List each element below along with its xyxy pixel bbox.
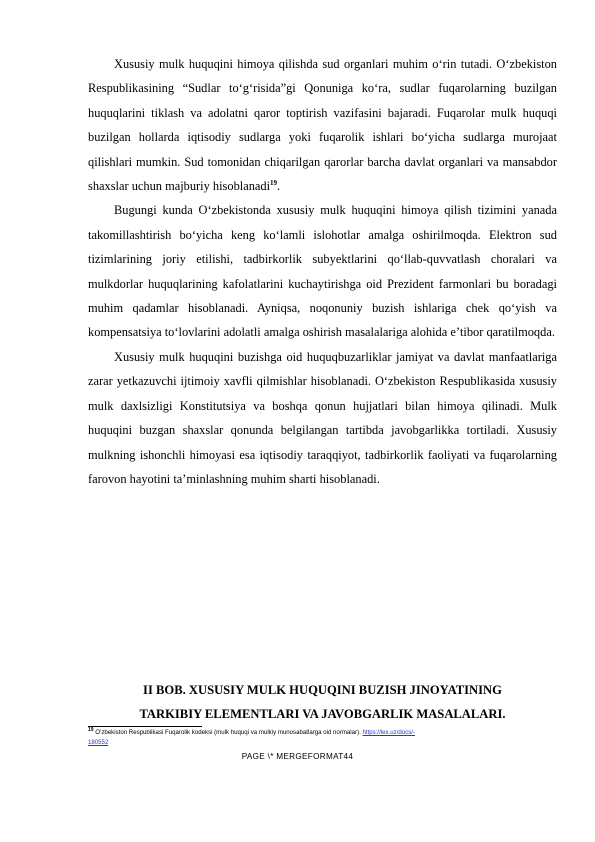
footnote-separator [88,726,202,727]
chapter-heading [88,678,557,727]
footnote-text: Oʻzbekiston Respublikasi Fuqarolik kodeksi (mulk huquqi va mulkiy munosabatlarga oid normalar). [95,729,361,736]
footnote [88,728,557,747]
body-text [88,52,557,491]
paragraph-1: Xususiy mulk huquqini himoya qilishda sud organlari muhim oʻrin tutadi. Oʻzbekiston Respublikasining “Sudlar toʻgʻrisida”gi Qonuniga koʻra, sudlar fuqarolarning buzilgan huquqlarini tiklash va adolatni qaror toptirish vazifasini bajaradi. Fuqarolar mulk huquqi buzilgan hollarda iqtisodiy sudlarga yoki fuqarolik ishlari boʻyicha sudlarga murojaat qilishlari mumkin. Sud tomonidan chiqarilgan qarorlar barcha davlat organlari va mansabdor shaxslar uchun majburiy hisoblanadi$^{19}$. [88,57,557,194]
footnote-number: 19 [88,727,94,733]
paragraph-2: Bugungi kunda Oʻzbekistonda xususiy mulk huquqini himoya qilish tizimini yanada takomillashtirish boʻyicha keng koʻlamli islohotlar amalga oshirilmoqda. Elektron sud tizimlarining joriy etilishi, tadbirkorlik subyektlarini qoʻllab-quvvatlash choralari va mulkdorlar huquqlarining kafolatlarini kuchaytirishga oid Prezident farmonlari bu boradagi muhim qadamlar hisoblanadi. Ayniqsa, noqonuniy buzish ishlariga chek qoʻyish va kompensatsiya toʻlovlarini adolatli amalga oshirish masalalariga alohida eʼtibor qaratilmoqda. [88,203,557,340]
paragraph-3: Xususiy mulk huquqini buzishga oid huquqbuzarliklar jamiyat va davlat manfaatlariga zarar yetkazuvchi ijtimoiy xavfli qilmishlar hisoblanadi. Oʻzbekiston Respublikasida xususiy mulk daxlsizligi Konstitutsiya va boshqa qonun hujjatlari bilan himoya qilinadi. Mulk huquqini buzgan shaxslar qonunda belgilangan tartibda javobgarlikka tortiladi. Xususiy mulkning ishonchli himoyasi esa iqtisodiy taraqqiyot, tadbirkorlik faoliyati va fuqarolarning farovon hayotini taʼminlashning muhim sharti hisoblanadi. [88,349,557,486]
footnote-reference[interactable]: 19 [270,179,278,188]
chapter-heading-line-2: TARKIBIY ELEMENTLARI VA JAVOBGARLIK MASALALARI. [139,707,506,722]
paragraph-1-text: Xususiy mulk huquqini himoya qilishda sud organlari muhim oʻrin tutadi. Oʻzbekiston Respublikasining “Sudlar toʻgʻrisida”gi Qonuniga koʻra, sudlar fuqarolarning buzilgan huquqlarini tiklash va adolatni qaror toptirish vazifasini bajaradi. Fuqarolar mulk huquqi buzilgan hollarda iqtisodiy sudlarga yoki fuqarolik ishlari boʻyicha sudlarga murojaat qilishlari mumkin. Sud tomonidan chiqarilgan qarorlar barcha davlat organlari va mansabdor shaxslar uchun majburiy hisoblanadi [88,57,557,194]
chapter-heading-line-1: II BOB. XUSUSIY MULK HUQUQINI BUZISH JINOYATINING [143,683,502,697]
page-number-field: PAGE \* MERGEFORMAT44 [241,752,354,761]
footnote-link-part-1[interactable]: https://lex.uz/docs/- [362,729,416,736]
footnote-link-part-2[interactable]: 180552 [88,738,109,746]
